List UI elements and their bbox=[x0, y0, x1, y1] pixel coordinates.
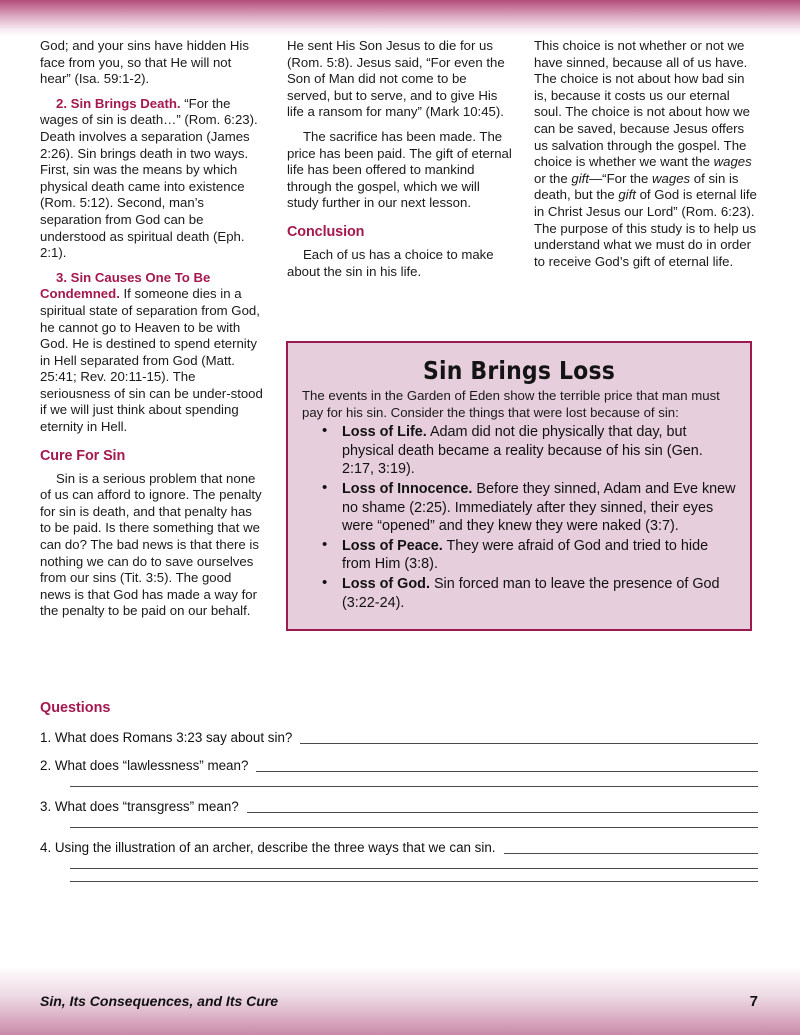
answer-line-row bbox=[40, 868, 758, 869]
question-text-2: 2. What does “lawlessness” mean? bbox=[40, 758, 249, 773]
paragraph-sin-brings-death bbox=[40, 96, 265, 262]
emphasis-wages-1: wages bbox=[713, 154, 752, 170]
question-text-3: 3. What does “transgress” mean? bbox=[40, 799, 239, 814]
list-item-text: They were afraid of God and tried to hide from Him (3:8). bbox=[342, 537, 709, 573]
column-one bbox=[40, 38, 265, 620]
answer-line[interactable] bbox=[504, 853, 758, 854]
bullet-icon: • bbox=[322, 422, 328, 440]
emphasis-gift-1: gift bbox=[571, 170, 589, 186]
answer-line-row bbox=[40, 786, 758, 787]
paragraph-continued: God; and your sins have hidden His face from you, so that He will not hear” (Isa. 59:1-2). bbox=[40, 38, 249, 87]
choice-text-c: —“For the bbox=[588, 170, 653, 186]
list-item-text: Sin forced man to leave the presence of God (3:22-24). bbox=[342, 575, 720, 611]
question-text-1: 1. What does Romans 3:23 say about sin? bbox=[40, 730, 293, 745]
page-footer bbox=[40, 993, 758, 1010]
questions-section bbox=[40, 700, 758, 894]
list-item bbox=[322, 537, 736, 574]
answer-line[interactable] bbox=[247, 812, 758, 813]
list-item-term: Loss of Innocence. bbox=[342, 480, 473, 497]
paragraph-each-of-us-choice: Each of us has a choice to make about the sin in his life. bbox=[287, 246, 494, 279]
callout-intro-text: The events in the Garden of Eden show the terrible price that man must pay for his sin. Consider the things that were lost because of sin: bbox=[302, 388, 720, 420]
answer-line[interactable] bbox=[70, 881, 758, 882]
list-item bbox=[322, 480, 736, 536]
questions-heading: Questions bbox=[40, 700, 111, 716]
choice-text-d: of sin is death, but the bbox=[534, 170, 739, 203]
paragraph-sin-brings-death-text: “For the wages of sin is death…” (Rom. 6:23). Death involves a separation (James 2:26). Sin brings death in two ways. First, sin was the means by which physical death came into existence (Rom. 5:12). Second, man’s separation from God can be understood as spiritual death (Eph. 2:1). bbox=[40, 95, 258, 261]
callout-list bbox=[302, 423, 736, 612]
paragraph-sacrifice-made: The sacrifice has been made. The price has been paid. The gift of eternal life has been offered to mankind through the gospel, which we will study further in our next lesson. bbox=[287, 128, 512, 211]
column-three bbox=[534, 38, 759, 270]
answer-line[interactable] bbox=[256, 771, 758, 772]
emphasis-gift-2: gift bbox=[618, 187, 636, 203]
list-item-text: Adam did not die physically that day, but physical death became a reality because of his sin (Gen. 2:17, 3:19). bbox=[342, 424, 703, 478]
column-two bbox=[287, 38, 512, 280]
footer-lesson-title: Sin, Its Consequences, and Its Cure bbox=[40, 993, 279, 1009]
paragraph-he-sent-his-son: He sent His Son Jesus to die for us (Rom. 5:8). Jesus said, “For even the Son of Man did not come to be served, but to serve, and to give His life a ransom for many” (Mark 10:45). bbox=[287, 38, 505, 120]
list-item-term: Loss of God. bbox=[342, 575, 430, 592]
question-row-2 bbox=[40, 758, 758, 774]
callout-title: Sin Brings Loss bbox=[422, 356, 616, 385]
list-item bbox=[322, 575, 736, 612]
answer-line[interactable] bbox=[70, 786, 758, 787]
question-row-3 bbox=[40, 799, 758, 815]
question-text-4: 4. Using the illustration of an archer, describe the three ways that we can sin. bbox=[40, 840, 496, 855]
paragraph-sin-causes-condemnation-text: If someone dies in a spiritual state of separation from God, he cannot go to Heaven to be with God. He is destined to spend eternity in Hell separated from God (Matt. 25:41; Rev. 20:11-15). The seriousness of sin can be under-stood if we will just think about spending eternity in Hell. bbox=[40, 286, 263, 435]
choice-text-b: or the bbox=[534, 170, 572, 186]
question-row-1 bbox=[40, 730, 758, 746]
answer-line[interactable] bbox=[70, 827, 758, 828]
runin-heading-sin-brings-death: 2. Sin Brings Death. bbox=[56, 95, 181, 111]
list-item-text: Before they sinned, Adam and Eve knew no shame (2:25). Immediately after they sinned, their eyes were “opened” and they knew they were naked (3:7). bbox=[342, 480, 736, 535]
list-item-term: Loss of Life. bbox=[342, 424, 427, 441]
paragraph-this-choice bbox=[534, 38, 759, 270]
choice-text-e: of God is eternal life in Christ Jesus our Lord” (Rom. 6:23). The purpose of this study is to help us understand what we must do in order to receive God’s gift of eternal life. bbox=[534, 187, 757, 269]
question-row-4 bbox=[40, 840, 758, 856]
answer-line[interactable] bbox=[300, 743, 758, 744]
answer-line[interactable] bbox=[70, 868, 758, 869]
paragraph-sin-causes-condemnation bbox=[40, 270, 265, 436]
heading-conclusion: Conclusion bbox=[287, 223, 365, 240]
bullet-icon: • bbox=[322, 535, 328, 553]
emphasis-wages-2: wages bbox=[652, 170, 691, 186]
paragraph-cure-for-sin: Sin is a serious problem that none of us can afford to ignore. The penalty for sin is death, and that penalty has to be paid. Is there something that we can do? The bad news is that there is nothing we can do to save ourselves from our sins (Tit. 3:5). The good news is that God has made a way for the penalty to be paid on our behalf. bbox=[40, 470, 262, 619]
article-body bbox=[40, 38, 758, 620]
answer-line-row bbox=[40, 881, 758, 882]
answer-line-row bbox=[40, 827, 758, 828]
list-item bbox=[322, 423, 736, 479]
top-gradient-band bbox=[0, 0, 800, 36]
list-item-term: Loss of Peace. bbox=[342, 537, 443, 554]
bullet-icon: • bbox=[322, 478, 328, 496]
footer-page-number: 7 bbox=[749, 993, 758, 1010]
choice-text-a: This choice is not whether or not we have sinned, because all of us have. The choice is not about how bad sin is, because it costs us our eternal soul. The choice is not about how we can be saved, because Jesus offers us salvation through the gospel. The choice is whether we want the bbox=[534, 38, 751, 170]
runin-heading-sin-causes-condemnation: 3. Sin Causes One To Be Condemned. bbox=[40, 269, 211, 302]
heading-cure-for-sin: Cure For Sin bbox=[40, 447, 126, 464]
sidebar-callout-sin-brings-loss bbox=[286, 341, 752, 631]
bullet-icon: • bbox=[322, 573, 328, 591]
